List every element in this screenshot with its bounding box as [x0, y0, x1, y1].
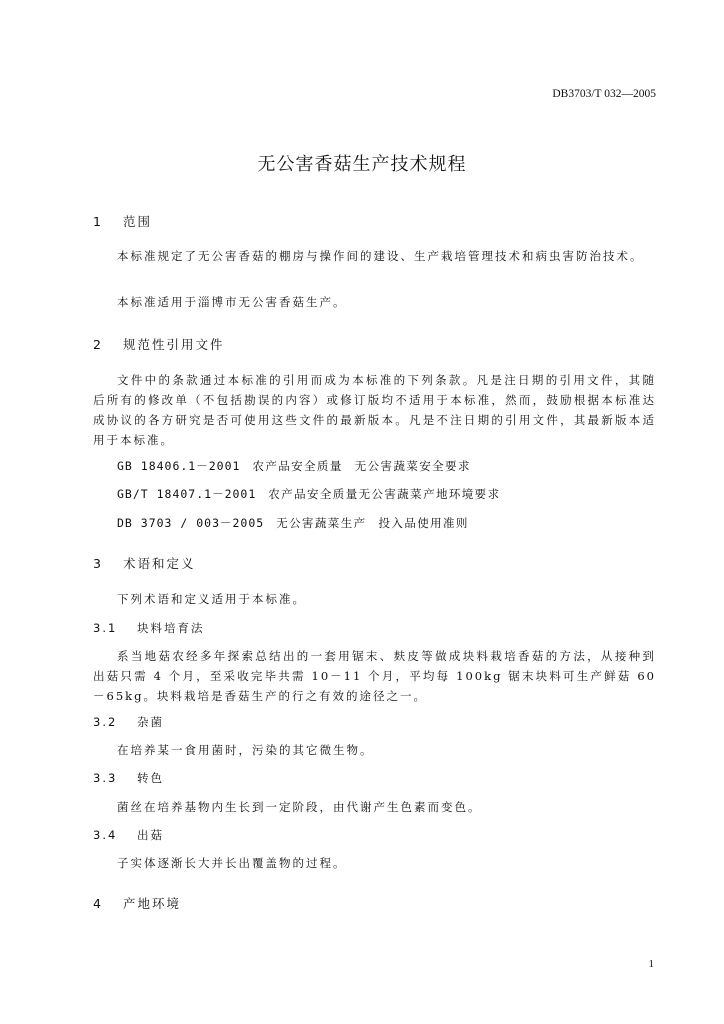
term-3-4-number: 3.4 [93, 828, 118, 842]
section-1-heading [93, 212, 152, 230]
term-3-3-number: 3.3 [93, 771, 118, 785]
term-3-3-heading [93, 770, 164, 786]
reference-subtitle: 投入品使用准则 [378, 516, 469, 530]
section-4-heading [93, 894, 181, 912]
term-3-2-heading [93, 714, 164, 730]
term-3-4-heading [93, 827, 164, 843]
term-3-1-text: 系当地菇农经多年探索总结出的一套用锯末、麸皮等做成块料栽培香菇的方法，从接种到出菇只需 4 个月，至采收完毕共需 10－11 个月，平均每 100kg 锯末块料可生产鲜菇 60－65kg。块料栽培是香菇生产的行之有效的途径之一。 [93, 649, 656, 703]
document-code: DB3703/T 032—2005 [552, 88, 656, 100]
section-3-paragraph-1: 下列术语和定义适用于本标准。 [117, 592, 306, 606]
reference-item-2 [117, 486, 500, 502]
section-2-title: 规范性引用文件 [123, 337, 225, 352]
term-3-2-title: 杂菌 [137, 715, 164, 729]
term-3-4-text: 子实体逐渐长大并长出覆盖物的过程。 [117, 856, 347, 870]
term-3-1-heading [93, 620, 205, 636]
section-1-paragraph-2: 本标准适用于淄博市无公害香菇生产。 [117, 295, 347, 309]
section-1-number: 1 [93, 214, 101, 229]
term-3-4-title: 出菇 [137, 828, 164, 842]
section-1-title: 范围 [123, 214, 153, 229]
term-3-3-text: 菌丝在培养基物内生长到一定阶段，由代谢产生色素而变色。 [117, 800, 482, 814]
section-4-number: 4 [93, 896, 101, 911]
section-3-number: 3 [93, 556, 101, 571]
reference-title: 农产品安全质量 [252, 459, 343, 473]
term-3-2-text: 在培养某一食用菌时，污染的其它微生物。 [117, 743, 374, 757]
term-3-1-title: 块料培育法 [137, 621, 205, 635]
term-3-2-number: 3.2 [93, 715, 118, 729]
page-number: 1 [648, 958, 654, 970]
section-2-paragraph-1: 文件中的条款通过本标准的引用而成为本标准的下列条款。凡是注日期的引用文件，其随后所有的修改单（不包括勘误的内容）或修订版均不适用于本标准，然而，鼓励根据本标准达成协议的各方研究是否可使用这些文件的最新版本。凡是不注日期的引用文件，其最新版本适用于本标准。 [93, 373, 656, 447]
reference-item-3 [117, 515, 469, 531]
reference-subtitle: 无公害蔬菜安全要求 [354, 459, 471, 473]
section-2-number: 2 [93, 337, 101, 352]
section-2-heading [93, 335, 225, 353]
reference-item-1 [117, 458, 471, 474]
section-3-heading [93, 554, 196, 572]
section-3-title: 术语和定义 [123, 556, 196, 571]
section-1-paragraph-1: 本标准规定了无公害香菇的棚房与操作间的建设、生产栽培管理技术和病虫害防治技术。 [117, 249, 644, 263]
reference-title: 无公害蔬菜生产 [276, 516, 367, 530]
reference-title: 农产品安全质量无公害蔬菜产地环境要求 [268, 487, 501, 501]
reference-code: GB 18406.1－2001 [117, 459, 241, 473]
section-4-title: 产地环境 [123, 896, 182, 911]
term-3-1-number: 3.1 [93, 621, 118, 635]
term-3-3-title: 转色 [137, 771, 164, 785]
reference-code: GB/T 18407.1－2001 [117, 487, 257, 501]
document-title: 无公害香菇生产技术规程 [257, 154, 467, 175]
reference-code: DB 3703 / 003－2005 [117, 516, 265, 530]
